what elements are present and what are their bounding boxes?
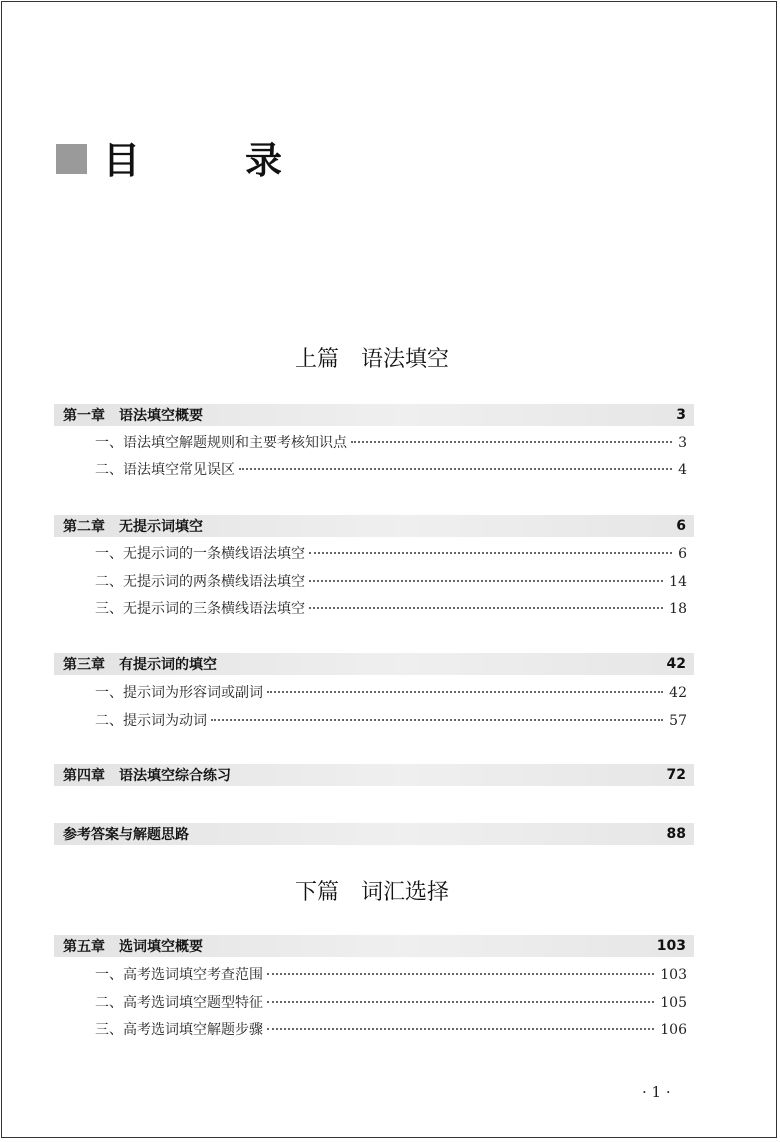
entry-page-number: 18 <box>669 601 687 617</box>
entry-label: 一、提示词为形容词或副词 <box>95 685 263 701</box>
entry-page-number: 3 <box>678 435 687 451</box>
dot-leader <box>267 691 663 693</box>
dot-leader <box>309 552 672 554</box>
toc-entry[interactable] <box>95 710 687 730</box>
entry-label: 一、语法填空解题规则和主要考核知识点 <box>95 435 347 451</box>
toc-title: 目 录 <box>103 139 316 182</box>
toc-entry[interactable] <box>95 682 687 702</box>
chapter-bar-5[interactable] <box>54 935 694 957</box>
entry-label: 一、高考选词填空考查范围 <box>95 967 263 983</box>
chapter-page-number: 72 <box>666 767 686 783</box>
dot-leader <box>267 1001 654 1003</box>
dot-leader <box>351 441 672 443</box>
part-title-2: 下篇 词汇选择 <box>294 880 449 905</box>
entry-page-number: 106 <box>660 1022 687 1038</box>
entry-page-number: 105 <box>660 995 687 1011</box>
chapter-label: 第二章 无提示词填空 <box>63 519 203 535</box>
entry-label: 二、提示词为动词 <box>95 713 207 729</box>
chapter-bar-4[interactable] <box>54 764 694 786</box>
entry-label: 二、无提示词的两条横线语法填空 <box>95 574 305 590</box>
chapter-label: 第四章 语法填空综合练习 <box>63 768 231 784</box>
chapter-label: 第一章 语法填空概要 <box>63 408 203 424</box>
entry-label: 二、语法填空常见误区 <box>95 462 235 478</box>
chapter-bar-answers[interactable] <box>54 823 694 845</box>
toc-entry[interactable] <box>95 598 687 618</box>
entry-page-number: 57 <box>669 713 687 729</box>
toc-page <box>1 1 777 1138</box>
entry-label: 三、高考选词填空解题步骤 <box>95 1022 263 1038</box>
dot-leader <box>267 973 654 975</box>
entry-label: 一、无提示词的一条横线语法填空 <box>95 546 305 562</box>
chapter-label: 第五章 选词填空概要 <box>63 939 203 955</box>
toc-entry[interactable] <box>95 459 687 479</box>
toc-entry[interactable] <box>95 1019 687 1039</box>
chapter-label: 参考答案与解题思路 <box>63 827 189 843</box>
entry-page-number: 6 <box>678 546 687 562</box>
chapter-page-number: 42 <box>666 656 686 672</box>
chapter-bar-2[interactable] <box>54 515 694 537</box>
toc-entry[interactable] <box>95 432 687 452</box>
part-title-1: 上篇 语法填空 <box>294 347 449 372</box>
entry-page-number: 4 <box>678 462 687 478</box>
dot-leader <box>267 1028 654 1030</box>
chapter-bar-1[interactable] <box>54 404 694 426</box>
dot-leader <box>239 468 672 470</box>
toc-entry[interactable] <box>95 964 687 984</box>
toc-heading <box>56 130 316 184</box>
toc-entry[interactable] <box>95 571 687 591</box>
dot-leader <box>309 580 663 582</box>
toc-entry[interactable] <box>95 543 687 563</box>
chapter-page-number: 3 <box>676 407 686 423</box>
dot-leader <box>211 719 663 721</box>
toc-entry[interactable] <box>95 992 687 1012</box>
chapter-page-number: 88 <box>666 826 686 842</box>
chapter-label: 第三章 有提示词的填空 <box>63 657 217 673</box>
page-folio: · 1 · <box>642 1083 671 1101</box>
entry-label: 二、高考选词填空题型特征 <box>95 995 263 1011</box>
entry-page-number: 103 <box>660 967 687 983</box>
entry-page-number: 42 <box>669 685 687 701</box>
dot-leader <box>309 607 663 609</box>
entry-label: 三、无提示词的三条横线语法填空 <box>95 601 305 617</box>
chapter-page-number: 6 <box>676 518 686 534</box>
heading-square-mark <box>56 144 87 174</box>
entry-page-number: 14 <box>669 574 687 590</box>
chapter-bar-3[interactable] <box>54 653 694 675</box>
chapter-page-number: 103 <box>656 938 686 954</box>
